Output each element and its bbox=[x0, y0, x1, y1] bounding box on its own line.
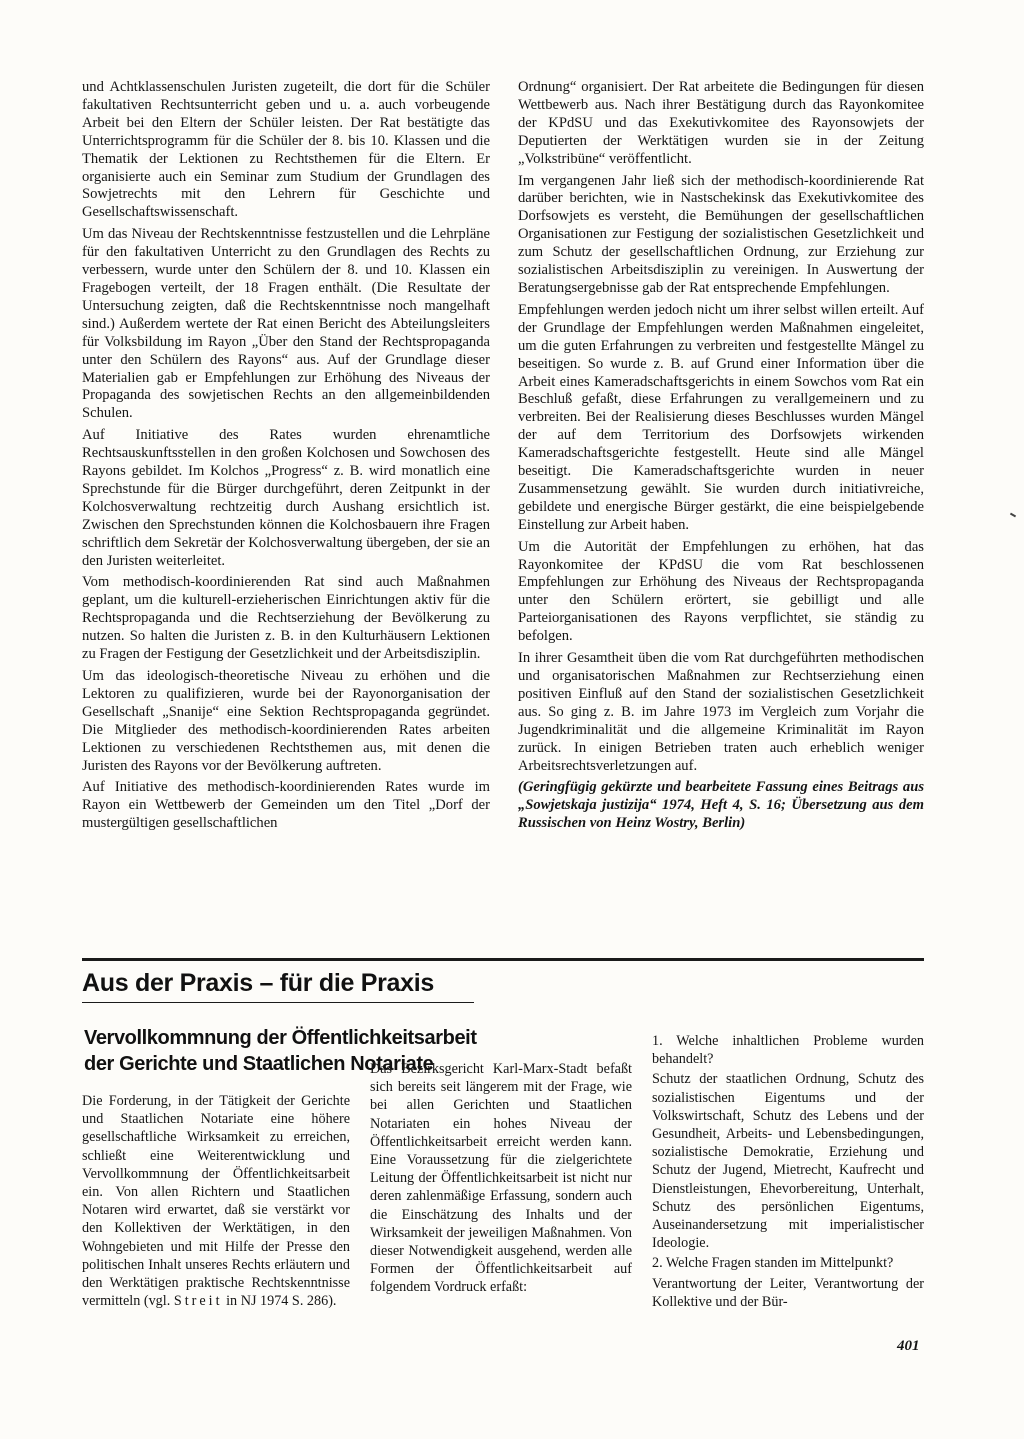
article-column-3 bbox=[652, 1032, 924, 1313]
article-title-line: der Gerichte und Staatlichen Notariate bbox=[84, 1053, 434, 1075]
section-heading: Aus der Praxis – für die Praxis bbox=[82, 969, 434, 997]
paragraph: Empfehlungen werden jedoch nicht um ihrer selbst willen erteilt. Auf der Grundlage der Empfehlungen werden Maßnahmen eingeleitet, um die guten Erfahrungen zu verbreiten und festgestellte Mängel zu beseitigen. So wurde z. B. auf Grund einer Information über die Arbeit eines Kameradschaftsgerichts in einem Sowchos vom Rat ein Beschluß gefaßt, diese Erfahrungen zu verallgemeinern und zu verbreiten. Bei der Realisierung dieses Beschlusses wurden Mängel der auf dem Territorium des Dorfsowjets wirkenden Kameradschaftsgerichte festgestellt. Heute sind alle Mängel beseitigt. Die Kameradschaftsgerichte wurden in neuer Zusammensetzung gewählt. Sie wurden durch initiativreiche, gebildete und energische Bürger gestärkt, die eine beispielgebende Einstellung zur Arbeit haben. bbox=[518, 301, 924, 533]
heading-underline bbox=[82, 1002, 474, 1003]
paragraph: Um das ideologisch-theoretische Niveau zu erhöhen und die Lektoren zu qualifizieren, wurde bei der Rayonorganisation der Gesellschaft „Snanije“ eine Sektion Rechtspropaganda gegründet. Die Mitglieder des methodisch-koordinierenden Rates arbeiten Lektionen zu verschiedenen Rechtsthemen aus, mit denen die Juristen des Rayons vor der Bevölkerung auftreten. bbox=[82, 668, 490, 774]
top-article-left-column bbox=[82, 79, 490, 837]
question: 1. Welche inhaltlichen Probleme wurden behandelt? bbox=[652, 1033, 924, 1068]
cited-author: Streit bbox=[173, 1293, 223, 1310]
paragraph-text: Die Forderung, in der Tätigkeit der Gerichte und Staatlichen Notariate eine höhere gesellschaftliche Wirksamkeit zu erreichen, schließt eine Weiterentwicklung und Vervollkommnung der Öffentlichkeitsarbeit ein. Von allen Richtern und Staatlichen Notaren wird erwartet, daß sie verstärkt vor den Kollektiven der Werktätigen, in den Wohngebieten und mit Hilfe der Presse den politischen Inhalt unseres Rechts erläutern und den Werktätigen praktische Rechtskenntnisse vermitteln (vgl. bbox=[82, 1093, 350, 1310]
paragraph: Das Bezirksgericht Karl-Marx-Stadt befaßt sich bereits seit längerem mit der Frage, wie bei allen Gerichten und Staatlichen Notariaten ein hohes Niveau der Öffentlichkeitsarbeit erreicht werden kann. Eine Voraussetzung für die zielgerichtete Leitung der Öffentlichkeitsarbeit ist nicht nur deren zahlenmäßige Erfassung, sondern auch die Einschätzung des Inhalts und der Wirksamkeit der jeweiligen Maßnahmen. Von dieser Notwendigkeit ausgehend, werden alle Formen der Öffentlichkeitsarbeit auf folgendem Vordruck erfaßt: bbox=[370, 1061, 632, 1296]
question: 2. Welche Fragen standen im Mittelpunkt? bbox=[652, 1255, 894, 1272]
section-divider bbox=[82, 958, 924, 961]
paragraph: Auf Initiative des methodisch-koordinierenden Rates wurde im Rayon ein Wettbewerb der Gemeinden um den Titel „Dorf der mustergültigen gesellschaftlichen bbox=[82, 779, 490, 832]
paragraph: Auf Initiative des Rates wurden ehrenamtliche Rechtsauskunftsstellen in den großen Kolchosen und Sowchosen des Rayons gebildet. Im Kolchos „Progress“ z. B. wird monatlich eine Sprechstunde für die Bürger durchgeführt, deren Zeitpunkt in der Kolchosverwaltung rechtzeitig durch Aushang ersichtlich ist. Zwischen den Sprechstunden können die Kolchosbauern ihre Fragen schriftlich dem Sekretär der Kolchosverwaltung übergeben, der sie an den Juristen weiterleitet. bbox=[82, 427, 490, 569]
paragraph: In ihrer Gesamtheit üben die vom Rat durchgeführten methodischen und organisatorischen Maßnahmen zur Rechtserziehung einen positiven Einfluß auf den Stand der sozialistischen Gesetzlichkeit aus. So ging z. B. im Jahre 1973 im Vergleich zum Vorjahr die Jugendkriminalität und die allgemeine Kriminalität im Rayon zurück. In einigen Betrieben traten auch erheblich weniger Arbeitsrechtsverletzungen auf. bbox=[518, 650, 924, 774]
article-column-2 bbox=[370, 1060, 632, 1299]
paragraph: Ordnung“ organisiert. Der Rat arbeitete die Bedingungen für diesen Wettbewerb aus. Nach ihrer Bestätigung durch das Rayonkomitee der KPdSU und das Exekutivkomitee des Rayonsowjets der Deputierten der Werktätigen wurden sie in der Zeitung „Volkstribüne“ veröffentlicht. bbox=[518, 79, 924, 167]
paragraph: Um das Niveau der Rechtskenntnisse festzustellen und die Lehrpläne für den fakultativen Unterricht zu den Grundlagen des Rechts zu verbessern, wurde unter den Schülern der 8. und 10. Klassen ein Fragebogen verteilt, der 18 Fragen enthält. (Die Resultate der Untersuchung zeigten, daß die Rechtskenntnisse noch mangelhaft sind.) Außerdem wertete der Rat einen Bericht des Abteilungsleiters für Volksbildung im Rayon „Über den Stand der Rechtspropaganda unter den Schülern des Rayons“ aus. Auf der Grundlage dieser Materialien gab er Empfehlungen zur Erhöhung des Niveaus der Propaganda des sowjetischen Rechts an den allgemeinbildenden Schulen. bbox=[82, 226, 490, 422]
margin-mark bbox=[1010, 513, 1016, 518]
page-number: 401 bbox=[897, 1338, 920, 1354]
paragraph: und Achtklassenschulen Juristen zugeteilt, die dort für die Schüler fakultativen Rechtsunterricht geben und u. a. auch vorbeugende Arbeit bei den Eltern der Schüler leisten. Der Rat bestätigte das Unterrichtsprogramm für die Schüler der 8. bis 10. Klassen und die Thematik der Lektionen zu Rechtsthemen für die Eltern. Er organisierte auch ein Seminar zum Studium der Grundlagen des Sowjetrechts mit den Lehrern für Geschichte und Gesellschaftswissenschaft. bbox=[82, 79, 490, 221]
citation-reference: in NJ 1974 S. 286). bbox=[226, 1293, 337, 1310]
answer: Schutz der staatlichen Ordnung, Schutz des sozialistischen Eigentums und der Volkswirtschaft, Schutz des Lebens und der Gesundheit, Arbeits- und Lebensbedingungen, sozialistische Demokratie, Erziehung und Schutz der Jugend, Mietrecht, Kaufrecht und Dienstleistungen, Ehevorbereitung, Unterhalt, Schutz des persönlichen Eigentums, Auseinandersetzung mit imperialistischer Ideologie. bbox=[652, 1071, 924, 1252]
article-column-1 bbox=[82, 1092, 350, 1312]
paragraph bbox=[82, 1092, 350, 1310]
source-citation: (Geringfügig gekürzte und bearbeitete Fassung eines Beitrags aus „Sowjetskaja justizija“ 1974, Heft 4, S. 16; Übersetzung aus dem Russischen von Heinz Wostry, Berlin) bbox=[518, 779, 924, 832]
article-title-line: Vervollkommnung der Öffentlichkeitsarbeit bbox=[84, 1027, 477, 1049]
answer: Verantwortung der Leiter, Verantwortung der Kollektive und der Bür- bbox=[652, 1275, 924, 1310]
top-article-right-column bbox=[518, 79, 924, 837]
paragraph: Vom methodisch-koordinierenden Rat sind auch Maßnahmen geplant, um die kulturell-erzieherischen Einrichtungen aktiv für die Rechtspropaganda und die Rechtserziehung der Bevölkerung zu nutzen. So halten die Juristen z. B. in den Kulturhäusern Lektionen zu Fragen der Festigung der Gesetzlichkeit und der Arbeitsdisziplin. bbox=[82, 574, 490, 663]
paragraph: Im vergangenen Jahr ließ sich der methodisch-koordinierende Rat darüber berichten, wie in Nastschekinsk das Exekutivkomitee des Dorfsowjets es versteht, die Bemühungen der gesellschaftlichen Organisationen zur Festigung der sozialistischen Gesetzlichkeit und zum Schutz der gesellschaftlichen Ordnung, zur Erziehung zur sozialistischen Arbeitsdisziplin zu vereinigen. In Auswertung der Beratungsergebnisse gab der Rat entsprechende Empfehlungen. bbox=[518, 172, 924, 296]
paragraph: Um die Autorität der Empfehlungen zu erhöhen, hat das Rayonkomitee der KPdSU die vom Rat beschlossenen Empfehlungen zur Erhöhung des Niveaus der Rechtspropaganda unter den Schülern erörtert, sie gebilligt und alle Parteiorganisationen des Rayons verpflichtet, sie ständig zu befolgen. bbox=[518, 538, 924, 645]
